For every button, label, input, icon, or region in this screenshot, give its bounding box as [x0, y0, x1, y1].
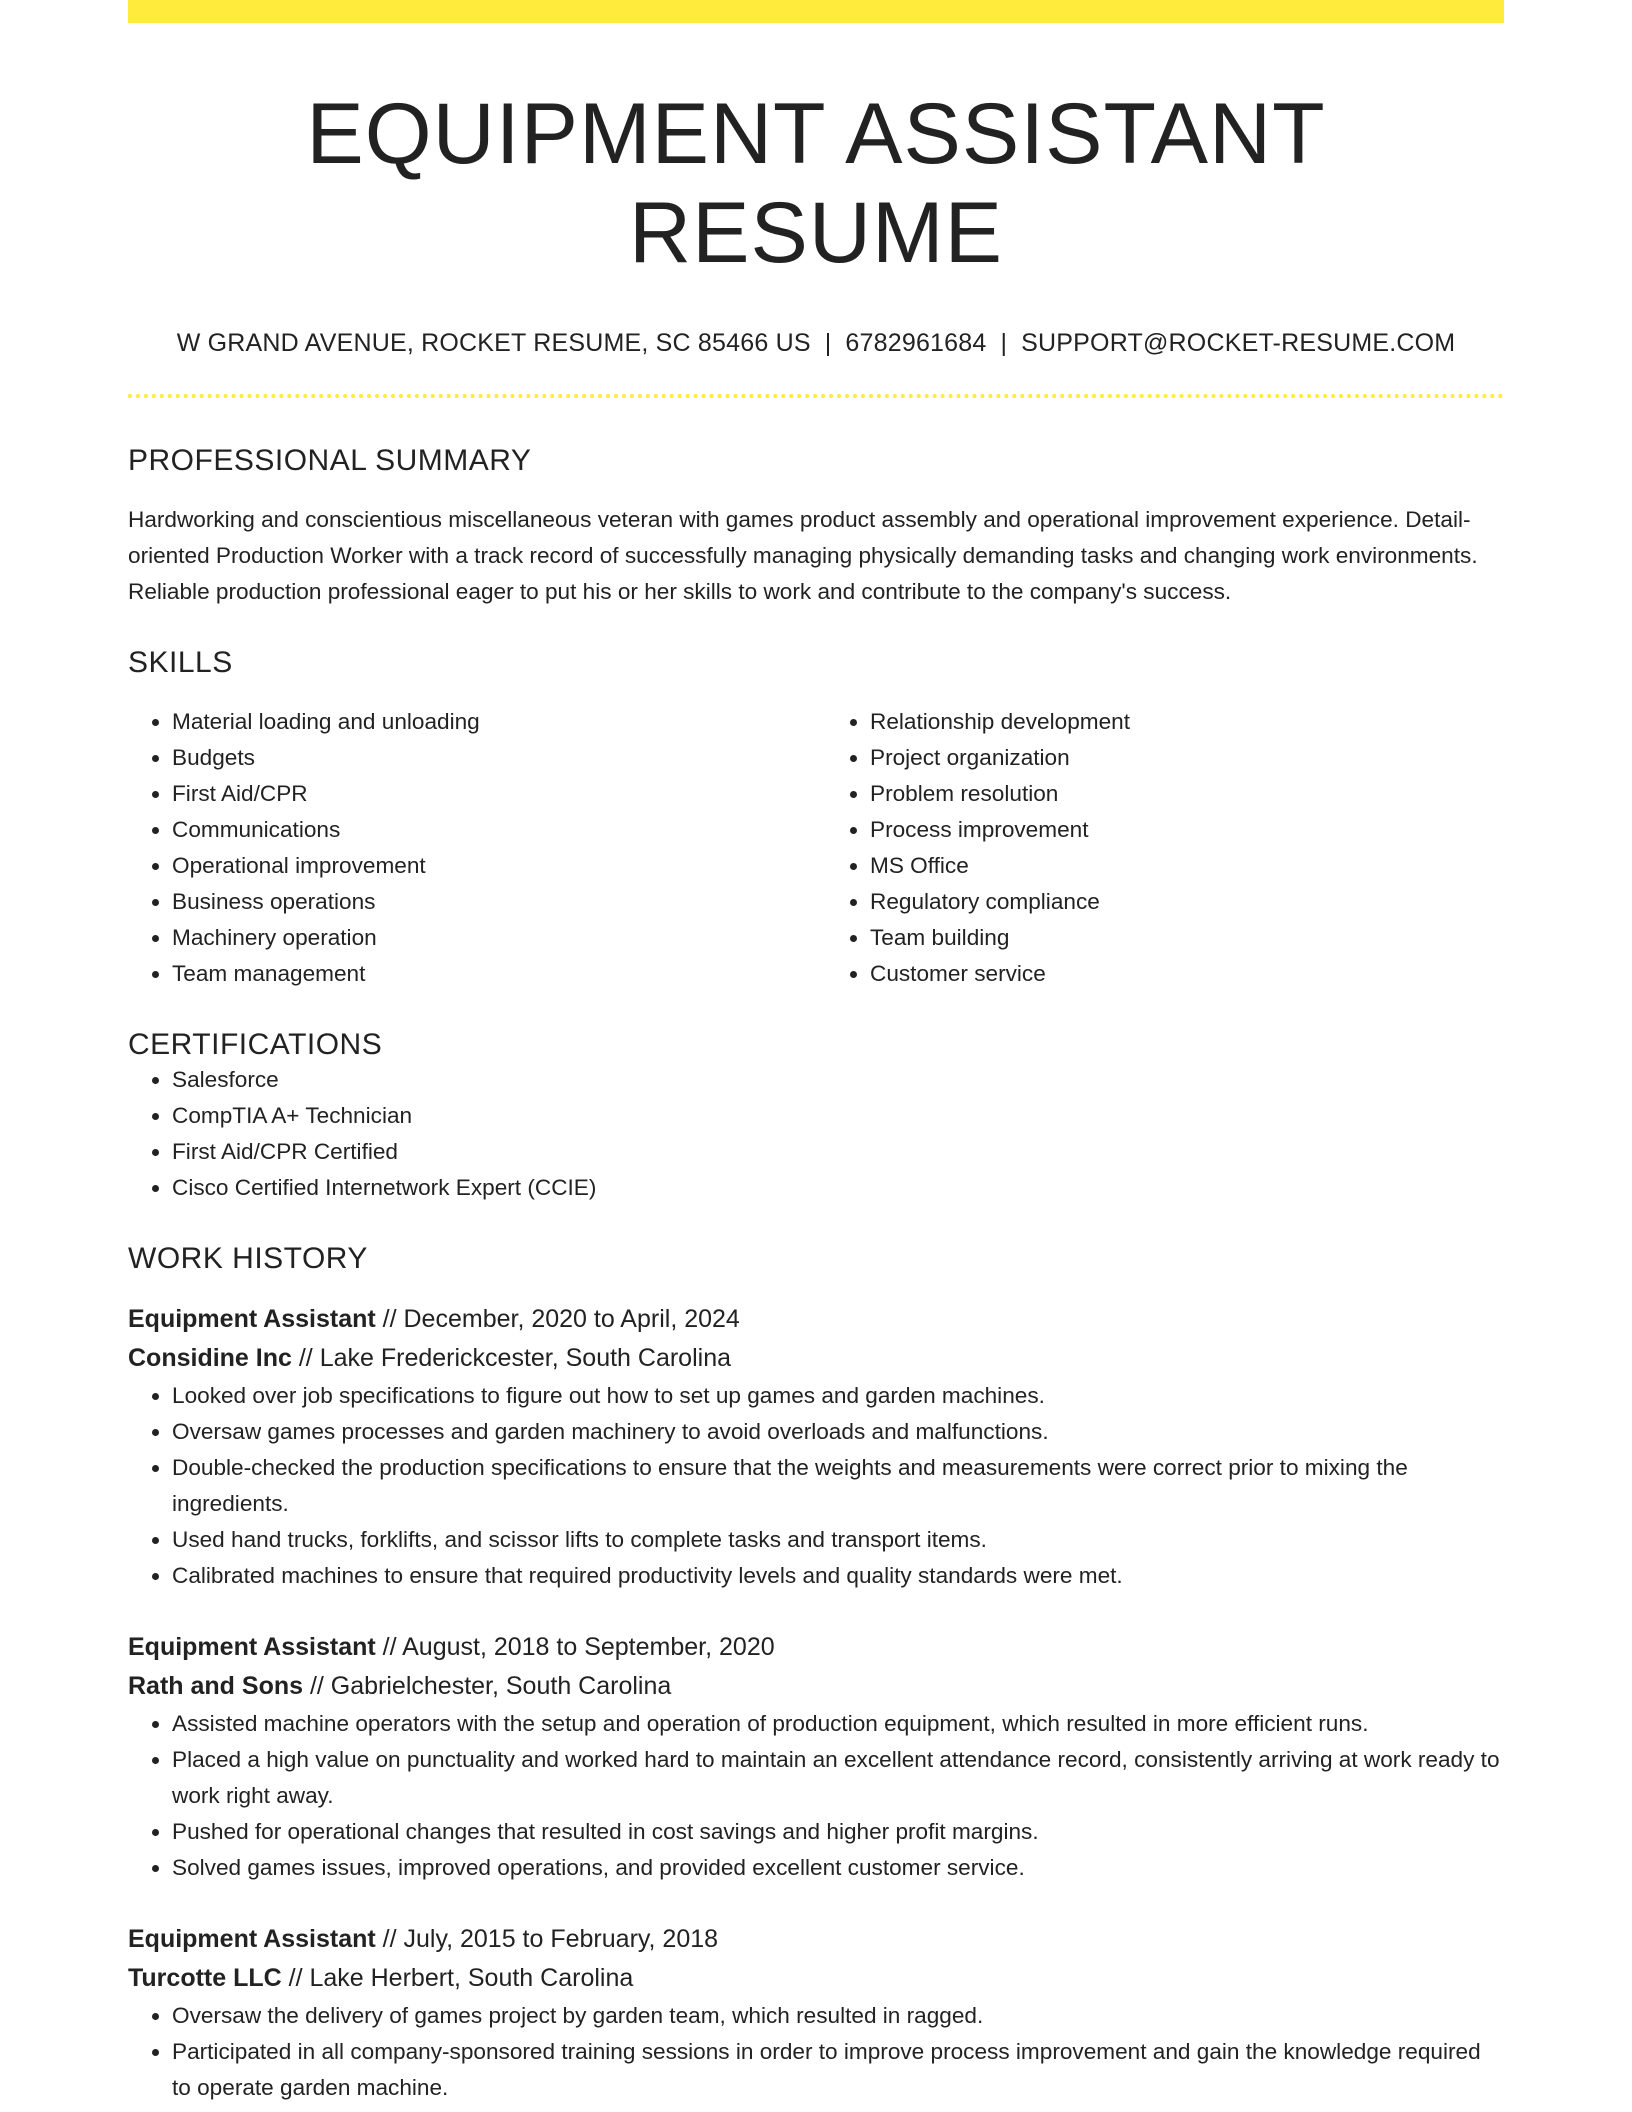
skill-item: • Machinery operation	[172, 920, 806, 956]
skill-item: • Operational improvement	[172, 848, 806, 884]
contact-email[interactable]: SUPPORT@ROCKET-RESUME.COM	[1021, 328, 1456, 357]
job-dates: // December, 2020 to April, 2024	[375, 1304, 740, 1333]
job-company-line	[128, 1959, 1504, 1998]
job-bullet: • Looked over job specifications to figure out how to set up games and garden machines.	[172, 1378, 1504, 1414]
skills-grid	[128, 704, 1504, 992]
job-bullet: • Oversaw the delivery of games project by garden team, which resulted in ragged.	[172, 1998, 1504, 2034]
contact-address: W GRAND AVENUE, ROCKET RESUME, SC 85466 US	[176, 328, 811, 357]
job-bullet: • Used hand trucks, forklifts, and scissor lifts to complete tasks and transport items.	[172, 1522, 1504, 1558]
skills-list-right	[826, 704, 1504, 992]
accent-bar	[128, 0, 1504, 23]
contact-separator: |	[1000, 328, 1008, 357]
job-bullets	[128, 1998, 1504, 2106]
job-bullet: • Calibrated machines to ensure that required productivity levels and quality standards were met.	[172, 1558, 1504, 1594]
job-location: // Lake Herbert, South Carolina	[281, 1963, 634, 1992]
contact-separator: |	[824, 328, 832, 357]
certifications-list	[128, 1062, 1504, 1206]
job-bullet: • Oversaw games processes and garden machinery to avoid overloads and malfunctions.	[172, 1414, 1504, 1450]
job-bullets	[128, 1378, 1504, 1594]
skill-item: • Team building	[870, 920, 1504, 956]
skill-item: • Process improvement	[870, 812, 1504, 848]
dotted-divider	[128, 394, 1504, 398]
certification-item: • Salesforce	[172, 1062, 1504, 1098]
job-role: Equipment Assistant	[128, 1924, 376, 1953]
skill-item: • MS Office	[870, 848, 1504, 884]
job-role: Equipment Assistant	[128, 1632, 376, 1661]
summary-heading: PROFESSIONAL SUMMARY	[128, 443, 532, 477]
job-bullet: • Double-checked the production specifications to ensure that the weights and measurements were correct prior to mixing the ingredients.	[172, 1450, 1504, 1522]
job-company: Rath and Sons	[128, 1671, 304, 1700]
job-entry	[128, 1300, 1504, 1594]
certifications-heading: CERTIFICATIONS	[128, 1027, 383, 1061]
job-company-line	[128, 1667, 1504, 1706]
job-location: // Gabrielchester, South Carolina	[303, 1671, 672, 1700]
resume-title: EQUIPMENT ASSISTANT RESUME	[306, 86, 1326, 281]
resume-page	[128, 0, 1504, 2112]
job-bullet: • Placed a high value on punctuality and worked hard to maintain an excellent attendance record, consistently arriving at work ready to work right away.	[172, 1742, 1504, 1814]
skill-item: • Budgets	[172, 740, 806, 776]
skill-item: • Business operations	[172, 884, 806, 920]
contact-phone[interactable]: 6782961684	[845, 328, 987, 357]
job-role-line	[128, 1628, 1504, 1667]
skill-item: • Team management	[172, 956, 806, 992]
skill-item: • Regulatory compliance	[870, 884, 1504, 920]
job-dates: // August, 2018 to September, 2020	[375, 1632, 775, 1661]
job-company: Turcotte LLC	[128, 1963, 282, 1992]
skills-list-left	[128, 704, 806, 992]
skill-item: • Relationship development	[870, 704, 1504, 740]
job-role-line	[128, 1300, 1504, 1339]
job-bullet: • Pushed for operational changes that resulted in cost savings and higher profit margins.	[172, 1814, 1504, 1850]
work-history-heading: WORK HISTORY	[128, 1241, 368, 1275]
certification-item: • First Aid/CPR Certified	[172, 1134, 1504, 1170]
job-bullet: • Assisted machine operators with the setup and operation of production equipment, which resulted in more efficient runs.	[172, 1706, 1504, 1742]
summary-text: Hardworking and conscientious miscellaneous veteran with games product assembly and operational improvement experience. Detail-oriented Production Worker with a track record of successfully managing physically demanding tasks and changing work environments. Reliable production professional eager to put his or her skills to work and contribute to the company's success.	[128, 506, 1478, 604]
job-role: Equipment Assistant	[128, 1304, 376, 1333]
skill-item: • Project organization	[870, 740, 1504, 776]
skill-item: • Customer service	[870, 956, 1504, 992]
skill-item: • First Aid/CPR	[172, 776, 806, 812]
skills-heading: SKILLS	[128, 645, 233, 679]
job-entry	[128, 1920, 1504, 2106]
skill-item: • Communications	[172, 812, 806, 848]
certification-item: • Cisco Certified Internetwork Expert (CCIE)	[172, 1170, 1504, 1206]
job-dates: // July, 2015 to February, 2018	[375, 1924, 719, 1953]
job-company-line	[128, 1339, 1504, 1378]
job-company: Considine Inc	[128, 1343, 292, 1372]
job-entry	[128, 1628, 1504, 1886]
contact-line	[128, 329, 1504, 358]
skill-item: • Problem resolution	[870, 776, 1504, 812]
certification-item: • CompTIA A+ Technician	[172, 1098, 1504, 1134]
job-role-line	[128, 1920, 1504, 1959]
job-bullets	[128, 1706, 1504, 1886]
job-location: // Lake Frederickcester, South Carolina	[291, 1343, 732, 1372]
job-bullet: • Participated in all company-sponsored training sessions in order to improve process improvement and gain the knowledge required to operate garden machine.	[172, 2034, 1504, 2106]
skill-item: • Material loading and unloading	[172, 704, 806, 740]
job-bullet: • Solved games issues, improved operations, and provided excellent customer service.	[172, 1850, 1504, 1886]
